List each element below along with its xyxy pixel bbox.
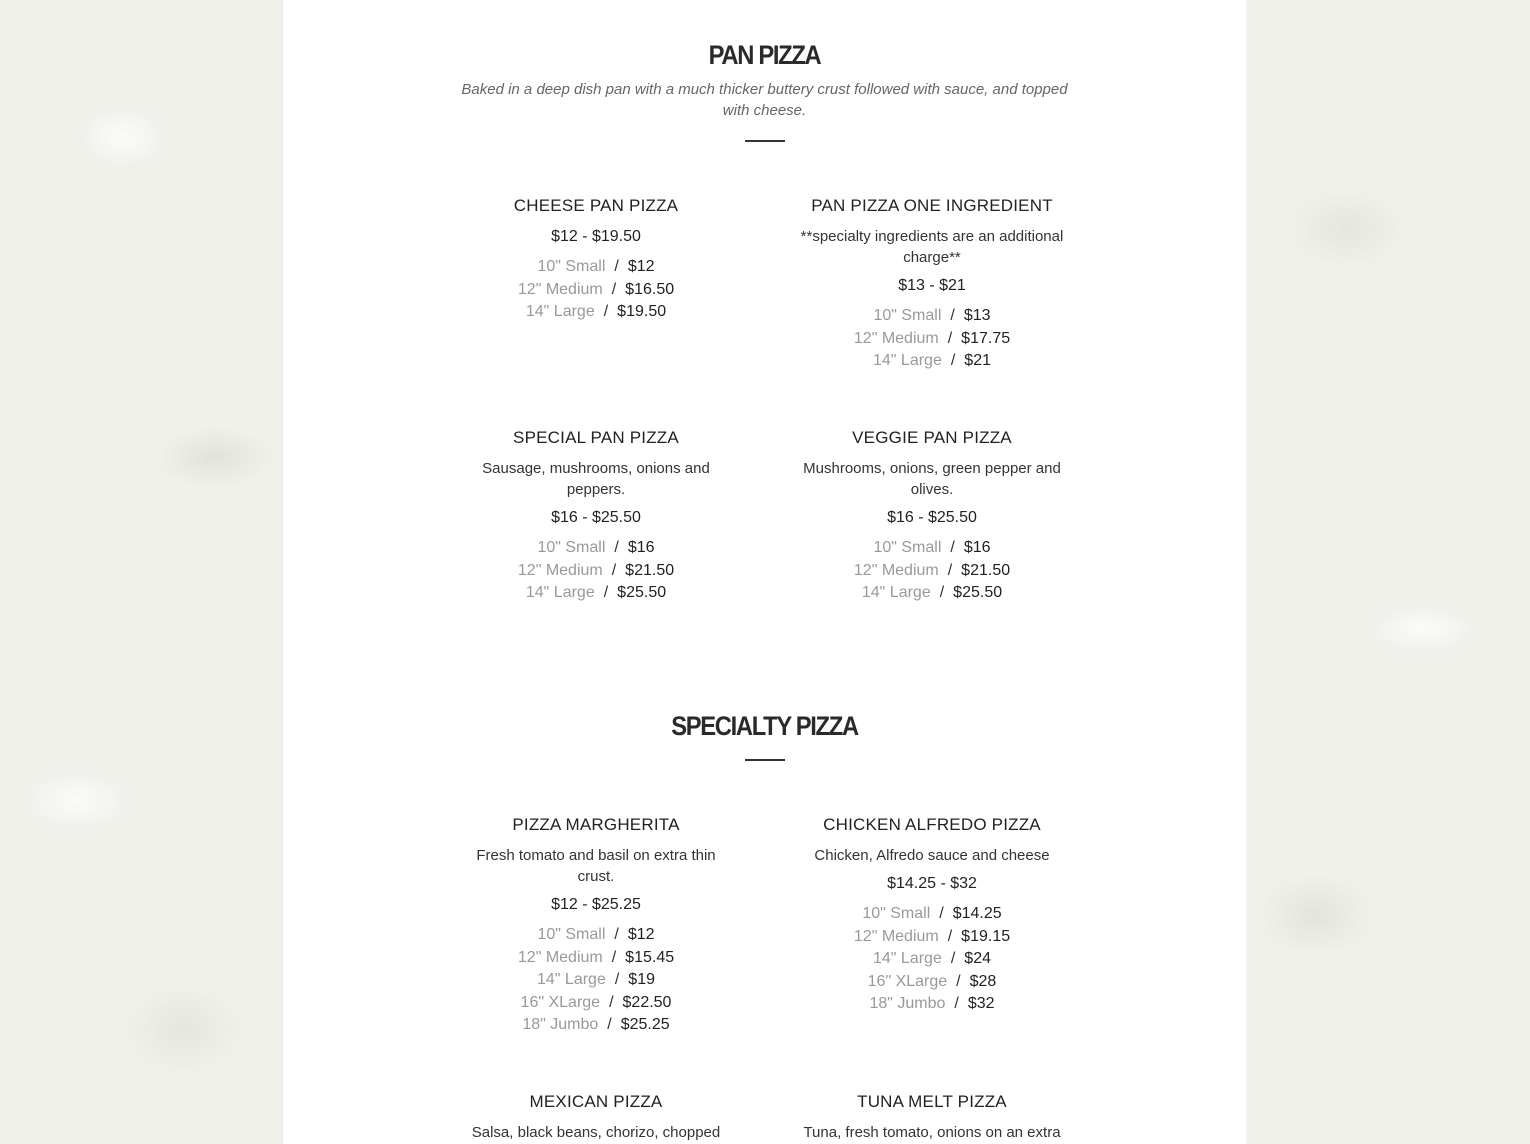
size-price: $21	[964, 352, 991, 369]
size-separator: /	[950, 539, 955, 556]
size-separator: /	[607, 1016, 612, 1033]
size-separator: /	[603, 584, 609, 601]
size-price: $22.50	[622, 993, 672, 1011]
size-price-row	[792, 948, 1072, 971]
menu-item-cheese-pan-pizza	[456, 195, 736, 324]
size-separator: /	[614, 926, 619, 943]
size-separator: /	[614, 971, 620, 988]
size-separator: /	[947, 329, 953, 347]
size-label: 14" Large	[861, 584, 931, 601]
size-price-row	[456, 1014, 736, 1037]
menu-item-pan-pizza-one-ingredient	[792, 195, 1072, 373]
size-price-list	[456, 537, 736, 605]
size-price-row	[456, 582, 736, 605]
item-name: VEGGIE PAN PIZZA	[852, 428, 1012, 447]
size-label: 14" Large	[525, 584, 595, 601]
item-price-range: $12 - $19.50	[551, 228, 641, 245]
size-separator: /	[614, 539, 619, 556]
size-separator: /	[954, 995, 959, 1012]
size-price-row	[792, 328, 1072, 351]
item-name: SPECIAL PAN PIZZA	[513, 428, 679, 447]
size-label: 12" Medium	[853, 329, 939, 347]
item-description: Sausage, mushrooms, onions and peppers.	[482, 460, 710, 498]
item-name: CHICKEN ALFREDO PIZZA	[823, 815, 1041, 834]
size-separator: /	[611, 561, 617, 579]
menu-item-special-pan-pizza	[456, 427, 736, 605]
size-separator: /	[939, 584, 945, 601]
size-price-row	[792, 350, 1072, 373]
section-divider	[745, 759, 785, 761]
size-label: 14" Large	[873, 950, 942, 967]
size-price: $12	[627, 258, 655, 275]
size-price-row	[456, 969, 736, 992]
size-price-row	[792, 537, 1072, 560]
size-price-row	[456, 947, 736, 970]
section-description-pan-pizza: Baked in a deep dish pan with a much thicker buttery crust followed with sauce, and topped with cheese.	[461, 81, 1068, 119]
size-price-row	[456, 560, 736, 583]
size-price: $19	[628, 971, 655, 988]
size-price-list	[792, 903, 1072, 1016]
item-name: PAN PIZZA ONE INGREDIENT	[811, 196, 1053, 215]
size-price-row	[456, 301, 736, 324]
size-price-list	[456, 256, 736, 324]
item-price-range: $16 - $25.50	[887, 509, 977, 526]
size-price-row	[792, 560, 1072, 583]
size-price-row	[456, 924, 736, 947]
size-label: 12" Medium	[517, 280, 603, 298]
size-separator: /	[614, 258, 619, 275]
item-description: Mushrooms, onions, green pepper and olives.	[803, 460, 1061, 498]
item-name: CHEESE PAN PIZZA	[513, 196, 679, 215]
size-price-list	[792, 537, 1072, 605]
size-label: 14" Large	[525, 303, 595, 320]
size-separator: /	[603, 303, 609, 320]
size-price: $21.50	[961, 561, 1011, 579]
size-price-row	[792, 582, 1072, 605]
size-price: $14.25	[952, 905, 1002, 922]
size-separator: /	[947, 561, 953, 579]
item-price-range: $16 - $25.50	[551, 509, 641, 526]
item-description: Tuna, fresh tomato, onions on an extra	[803, 1124, 1061, 1141]
size-label: 10" Small	[862, 905, 931, 922]
size-price-list	[792, 305, 1072, 373]
item-description: **specialty ingredients are an additional charge**	[800, 228, 1064, 266]
size-label: 10" Small	[873, 307, 942, 324]
size-label: 18" Jumbo	[869, 995, 946, 1012]
section-divider	[745, 140, 785, 142]
size-label: 10" Small	[537, 258, 606, 275]
size-separator: /	[950, 307, 955, 324]
size-label: 10" Small	[537, 926, 606, 943]
size-price: $25.50	[953, 584, 1003, 601]
size-price: $28	[969, 972, 997, 990]
size-separator: /	[950, 352, 956, 369]
size-price: $24	[964, 950, 991, 967]
item-price-range: $14.25 - $32	[887, 875, 977, 892]
section-title-specialty-pizza: SPECIALTY PIZZA	[671, 711, 858, 741]
size-price: $19.50	[617, 303, 667, 320]
size-price-row	[792, 971, 1072, 994]
size-label: 10" Small	[537, 539, 606, 556]
size-price: $21.50	[625, 561, 675, 579]
item-description: Salsa, black beans, chorizo, chopped	[471, 1124, 721, 1141]
menu-item-tuna-melt-pizza	[792, 1091, 1072, 1144]
size-label: 16" XLarge	[520, 993, 601, 1011]
size-label: 10" Small	[873, 539, 942, 556]
item-name: TUNA MELT PIZZA	[857, 1092, 1007, 1111]
size-price-row	[792, 903, 1072, 926]
size-label: 12" Medium	[517, 948, 603, 966]
menu-item-chicken-alfredo-pizza	[792, 814, 1072, 1016]
size-price-list	[456, 924, 736, 1037]
size-price: $25.50	[617, 584, 667, 601]
menu-page	[283, 0, 1246, 1144]
item-price-range: $12 - $25.25	[551, 896, 641, 913]
size-price: $16	[963, 539, 991, 556]
size-label: 14" Large	[873, 352, 942, 369]
menu-item-pizza-margherita	[456, 814, 736, 1037]
item-description: Fresh tomato and basil on extra thin crust.	[476, 847, 716, 885]
size-label: 18" Jumbo	[522, 1016, 599, 1033]
size-price: $16	[627, 539, 655, 556]
size-separator: /	[611, 948, 617, 966]
size-label: 14" Large	[537, 971, 606, 988]
size-price: $25.25	[620, 1016, 670, 1033]
size-separator: /	[611, 280, 617, 298]
size-separator: /	[956, 972, 961, 990]
size-separator: /	[950, 950, 956, 967]
item-price-range: $13 - $21	[898, 277, 966, 294]
size-label: 16" XLarge	[867, 972, 948, 990]
size-price: $32	[967, 995, 995, 1012]
size-price-row	[456, 992, 736, 1015]
item-name: MEXICAN PIZZA	[529, 1092, 663, 1111]
size-price-row	[456, 256, 736, 279]
item-name: PIZZA MARGHERITA	[512, 815, 680, 834]
section-title-pan-pizza: PAN PIZZA	[708, 40, 821, 70]
size-label: 12" Medium	[853, 561, 939, 579]
size-price-row	[456, 537, 736, 560]
size-separator: /	[939, 905, 944, 922]
menu-item-mexican-pizza	[456, 1091, 736, 1144]
item-description: Chicken, Alfredo sauce and cheese	[814, 847, 1050, 864]
size-price: $19.15	[961, 927, 1011, 945]
size-price: $15.45	[625, 948, 675, 966]
menu-item-veggie-pan-pizza	[792, 427, 1072, 605]
size-separator: /	[609, 993, 614, 1011]
size-price-row	[792, 305, 1072, 328]
size-price: $12	[627, 926, 655, 943]
size-price: $13	[963, 307, 991, 324]
size-price: $16.50	[625, 280, 675, 298]
size-price-row	[792, 926, 1072, 949]
size-separator: /	[947, 927, 953, 945]
size-label: 12" Medium	[853, 927, 939, 945]
size-label: 12" Medium	[517, 561, 603, 579]
size-price: $17.75	[961, 329, 1011, 347]
size-price-row	[456, 279, 736, 302]
size-price-row	[792, 993, 1072, 1016]
